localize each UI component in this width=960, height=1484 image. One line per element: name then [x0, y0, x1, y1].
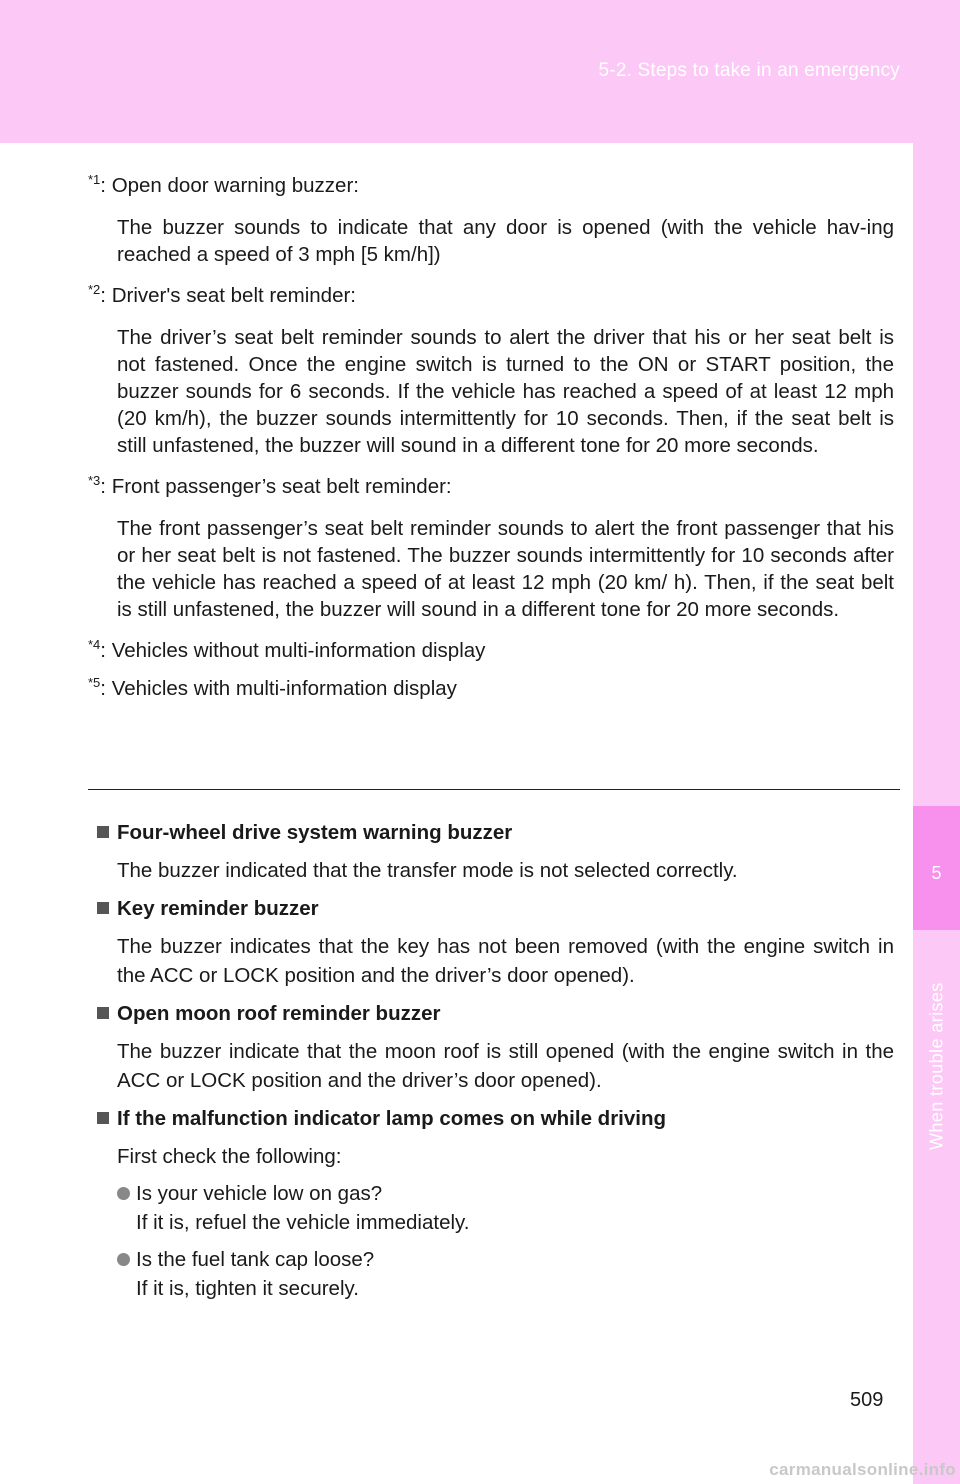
section-heading [97, 999, 894, 1028]
square-bullet-icon [97, 902, 109, 914]
note-mark: *4 [88, 637, 101, 652]
note-mark: *5 [88, 675, 101, 690]
chapter-number: 5 [931, 863, 942, 883]
section-title-text: Four-wheel drive system warning buzzer [117, 821, 513, 844]
note-3 [88, 473, 894, 623]
note-title: : Vehicles without multi-information display [100, 639, 486, 662]
round-bullet-icon [117, 1253, 130, 1266]
note-title: : Front passenger’s seat belt reminder: [100, 475, 452, 498]
note-4 [88, 637, 894, 664]
list-item-text [136, 1179, 469, 1237]
note-2 [88, 282, 894, 459]
note-body: The front passenger’s seat belt reminder sounds to alert the front passenger that his or her seat belt is not fastened. The buzzer sounds intermittently for 10 seconds after the vehicle has reached a speed of at least 12 mph (20 km/ h). Then, if the seat belt is still unfastened, the buzzer will sound in a different tone for 20 more seconds. [117, 517, 894, 621]
list-item [117, 1245, 894, 1303]
list-item-question: Is the fuel tank cap loose? [136, 1248, 375, 1271]
chapter-label: When trouble arises [926, 982, 947, 1150]
info-sections [97, 818, 894, 1312]
note-5 [88, 675, 894, 702]
footnotes [88, 172, 894, 713]
note-title: : Open door warning buzzer: [100, 174, 359, 197]
watermark: carmanualsonline.info [769, 1460, 956, 1479]
note-title: : Driver's seat belt reminder: [100, 284, 356, 307]
list-item-text [136, 1245, 374, 1303]
section-heading [97, 818, 894, 847]
note-mark: *3 [88, 473, 101, 488]
note-heading [88, 473, 894, 500]
list-item-answer: If it is, refuel the vehicle immediately. [136, 1211, 470, 1234]
section-key-reminder [97, 894, 894, 990]
list-item-question: Is your vehicle low on gas? [136, 1182, 383, 1205]
square-bullet-icon [97, 1112, 109, 1124]
section-four-wheel-drive [97, 818, 894, 885]
section-title-text: If the malfunction indicator lamp comes on while driving [117, 1107, 667, 1130]
section-body: The buzzer indicated that the transfer mode is not selected correctly. [117, 859, 738, 882]
section-body: The buzzer indicates that the key has not been removed (with the engine switch in the ACC or LOCK position and the driver’s door opened). [117, 935, 894, 987]
section-body: First check the following: [117, 1145, 342, 1168]
section-heading [97, 1104, 894, 1133]
section-moon-roof [97, 999, 894, 1095]
section-heading [97, 894, 894, 923]
note-mark: *1 [88, 172, 101, 187]
section-title: 5-2. Steps to take in an emergency [598, 60, 900, 81]
note-heading [88, 282, 894, 309]
note-heading [88, 675, 894, 702]
note-1 [88, 172, 894, 268]
page-number: 509 [850, 1389, 884, 1411]
note-body: The driver’s seat belt reminder sounds to alert the driver that his or her seat belt is not fastened. Once the engine switch is turned to the ON or START position, the buzzer sounds for 6 seconds. If the vehicle has reached a speed of at least 12 mph (20 km/h), the buzzer sounds intermittently for 10 seconds. Then, if the seat belt is still unfastened, the buzzer will sound in a different tone for 20 more seconds. [117, 326, 894, 457]
section-malfunction-lamp [97, 1104, 894, 1303]
note-mark: *2 [88, 282, 101, 297]
note-title: : Vehicles with multi-information display [100, 677, 457, 700]
square-bullet-icon [97, 1007, 109, 1019]
section-body: The buzzer indicate that the moon roof is still opened (with the engine switch in the ACC or LOCK position and the driver’s door opened). [117, 1040, 894, 1092]
section-title-text: Key reminder buzzer [117, 897, 319, 920]
section-divider [88, 789, 900, 790]
note-heading [88, 172, 894, 199]
note-heading [88, 637, 894, 664]
square-bullet-icon [97, 826, 109, 838]
round-bullet-icon [117, 1187, 130, 1200]
list-item-answer: If it is, tighten it securely. [136, 1277, 359, 1300]
list-item [117, 1179, 894, 1237]
note-body: The buzzer sounds to indicate that any door is opened (with the vehicle hav-ing reached a speed of 3 mph [5 km/h]) [117, 216, 894, 266]
section-title-text: Open moon roof reminder buzzer [117, 1002, 441, 1025]
